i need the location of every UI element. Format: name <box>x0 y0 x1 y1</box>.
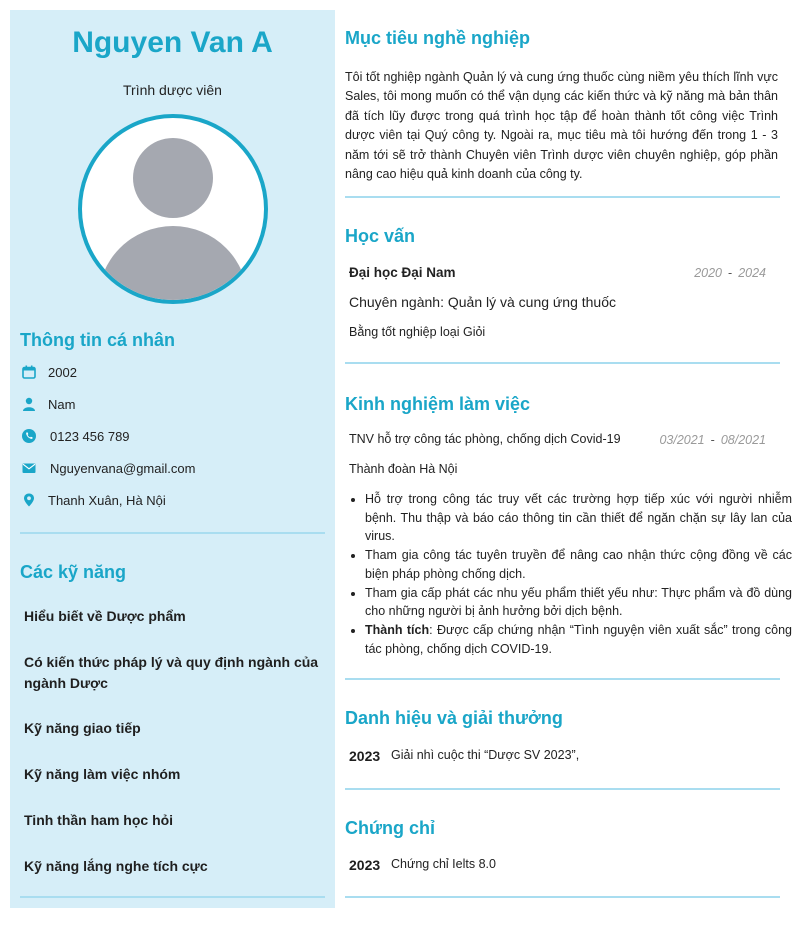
avatar <box>78 114 268 304</box>
divider <box>345 678 780 680</box>
avatar-body <box>98 226 248 304</box>
education-dates: 2020 - 2024 <box>694 266 766 280</box>
phone-icon <box>22 429 36 443</box>
divider <box>20 532 325 534</box>
education-degree: Bằng tốt nghiệp loại Giỏi <box>349 325 486 339</box>
experience-title: Kinh nghiệm làm việc <box>345 394 531 414</box>
divider <box>20 896 325 898</box>
address-value: Thanh Xuân, Hà Nội <box>48 492 166 508</box>
education-end: 2024 <box>738 266 766 280</box>
award-text: Giải nhì cuộc thi “Dược SV 2023”, <box>391 748 580 762</box>
info-phone <box>22 426 130 446</box>
calendar-icon <box>22 365 36 379</box>
info-email <box>22 458 195 478</box>
list-item: • Hỗ trợ trong công tác truy vết các trường hợp tiếp xúc với người nhiễm bệnh. Thu thập và báo cáo thông tin cần thiết để ngăn chặn sự lây lan của virus. <box>365 490 792 546</box>
divider <box>345 362 780 364</box>
award-year: 2023 <box>349 748 381 764</box>
achievement-label: Thành tích <box>365 622 430 637</box>
info-gender <box>22 394 75 414</box>
divider <box>345 896 780 898</box>
experience-start: 03/2021 <box>659 433 705 447</box>
profile-role: Trình dược viên <box>123 82 222 98</box>
education-start: 2020 <box>694 266 723 280</box>
experience-end: 08/2021 <box>720 433 766 447</box>
phone-value[interactable]: 0123 456 789 <box>50 428 130 444</box>
certificate-year: 2023 <box>349 857 381 873</box>
skill-item: Kỹ năng giao tiếp <box>24 720 141 736</box>
skill-item: Kỹ năng lắng nghe tích cực <box>24 858 208 874</box>
education-title: Học vấn <box>345 226 416 246</box>
certificates-title: Chứng chỉ <box>345 818 436 838</box>
awards-title: Danh hiệu và giải thưởng <box>345 708 563 728</box>
email-icon <box>22 461 36 475</box>
certificate-text: Chứng chỉ Ielts 8.0 <box>391 857 496 871</box>
location-pin-icon <box>22 493 36 507</box>
info-address <box>22 490 166 510</box>
experience-organization: Thành đoàn Hà Nội <box>349 462 458 476</box>
sidebar <box>10 10 335 908</box>
skill-item: Kỹ năng làm việc nhóm <box>24 766 181 782</box>
list-item <box>365 621 792 658</box>
objective-text: Tôi tốt nghiệp ngành Quản lý và cung ứng thuốc cùng niềm yêu thích lĩnh vực Sales, tôi mong muốn có thể vận dụng các kiến thức và kỹ năng mà bản thân đã tích lũy được trong quá trình học tập để hoàn thành tốt công việc Trình dược viên tại Quý công ty. Ngoài ra, mục tiêu mà tôi hướng đến trong 1 - 3 năm tới sẽ trở thành Chuyên viên Trình dược viên chuyên nghiệp, góp phần nâng cao hiệu quả kinh doanh của công ty. <box>345 70 778 182</box>
divider <box>345 788 780 790</box>
avatar-head <box>133 138 213 218</box>
skill-item: Tinh thần ham học hỏi <box>24 812 174 828</box>
skills-title: Các kỹ năng <box>20 562 127 582</box>
objective-title: Mục tiêu nghề nghiệp <box>345 28 530 48</box>
email-value[interactable]: Nguyenvana@gmail.com <box>50 460 196 476</box>
education-school: Đại học Đại Nam <box>349 265 456 280</box>
list-item: • Tham gia cấp phát các nhu yếu phẩm thiết yếu như: Thực phẩm và đồ dùng cho những người bị ảnh hưởng bởi dịch bệnh. <box>365 584 792 621</box>
skill-item: Hiểu biết về Dược phẩm <box>24 608 186 624</box>
info-birth-year <box>22 362 77 382</box>
gender-value: Nam <box>48 396 76 412</box>
experience-dates: 03/2021 - 08/2021 <box>659 433 766 447</box>
skill-item: Có kiến thức pháp lý và quy định ngành của ngành Dược <box>24 654 319 691</box>
education-major: Chuyên ngành: Quản lý và cung ứng thuốc <box>349 294 616 310</box>
birth-year-value: 2002 <box>48 364 77 380</box>
achievement-text: : Được cấp chứng nhận “Tình nguyện viên xuất sắc” trong công tác phòng, chống dịch COVID-19. <box>365 622 792 656</box>
experience-position: TNV hỗ trợ công tác phòng, chống dịch Covid-19 <box>349 432 621 446</box>
profile-name: Nguyen Van A <box>72 26 273 59</box>
list-item: • Tham gia công tác tuyên truyền để nâng cao nhận thức cộng đồng về các biện pháp phòng chống dịch. <box>365 546 792 583</box>
person-icon <box>22 397 36 411</box>
divider <box>345 196 780 198</box>
personal-info-title: Thông tin cá nhân <box>20 330 175 350</box>
